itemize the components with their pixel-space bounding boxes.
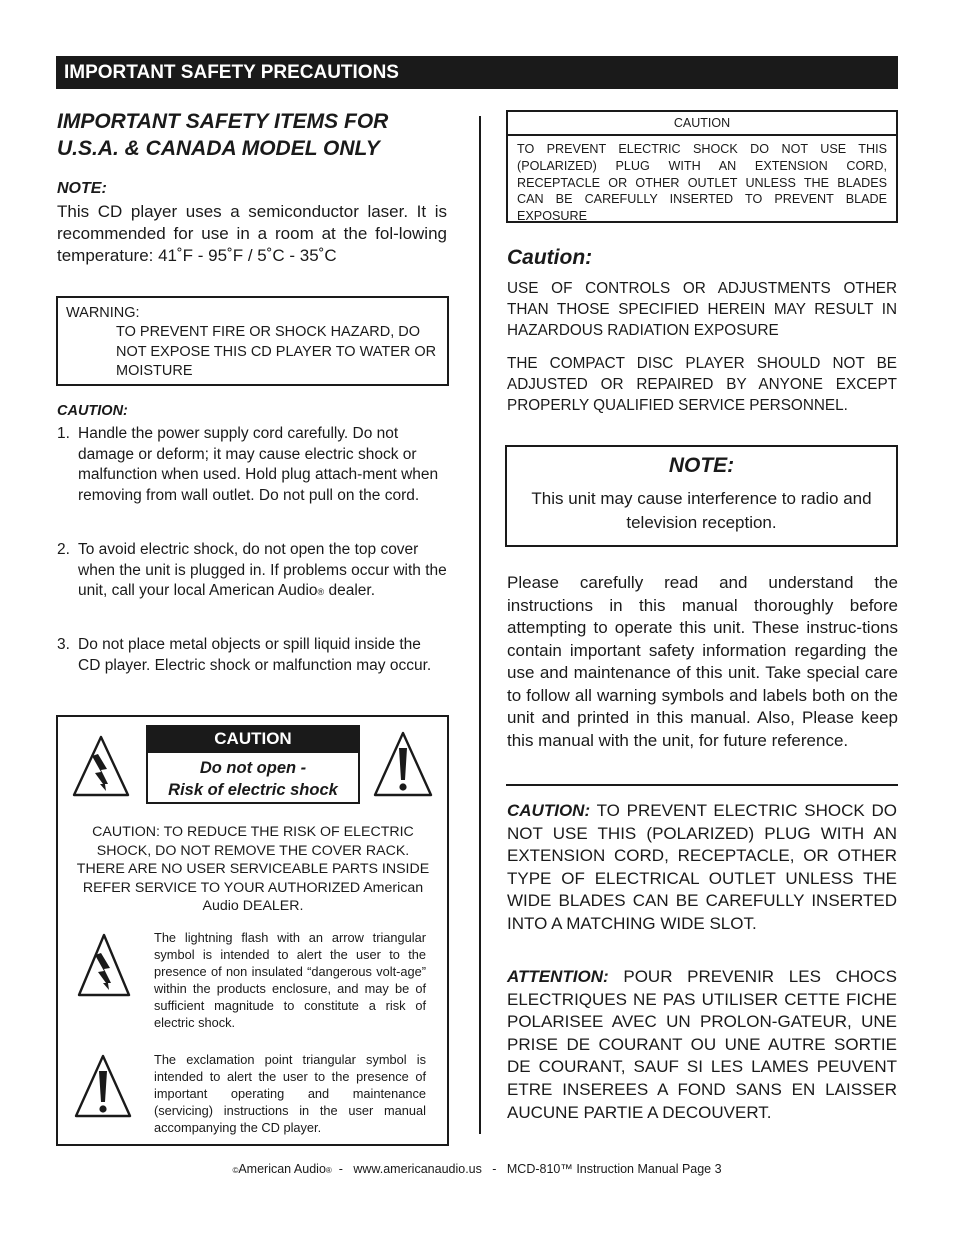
horizontal-rule	[506, 784, 898, 786]
polarized-plug-caution	[507, 800, 897, 936]
list-item	[57, 540, 447, 603]
exclamation-symbol-description: The exclamation point triangular symbol is intended to alert the user to the presence of important operating and maintenance (servicing) instructions in the user manual accompanying the CD player.	[154, 1052, 426, 1135]
list-item	[57, 635, 447, 676]
registered-mark: ®	[325, 1166, 332, 1175]
subheading-line-1: IMPORTANT SAFETY ITEMS FOR	[57, 110, 389, 133]
list-item	[57, 424, 447, 506]
note-label: NOTE:	[57, 180, 107, 197]
attention-text: POUR PREVENIR LES CHOCS ELECTRIQUES NE PAS UTILISER CETTE FICHE POLARISEE AVEC UN PROLON-GATEUR, UNE PRISE DE COURANT OU UNE AUTRE SORTIE DE COURANT, SAUF SI LES LAMES PEUVENT ETRE INSEREES A FOND SANS EN LAISSER AUCUNE PARTIE A DECOUVERT.	[507, 967, 897, 1122]
interference-note-box	[505, 445, 898, 547]
warning-text: TO PREVENT FIRE OR SHOCK HAZARD, DO NOT EXPOSE THIS CD PLAYER TO WATER OR MOISTURE	[116, 324, 437, 379]
note-heading: NOTE:	[668, 454, 735, 477]
caution-paragraph: USE OF CONTROLS OR ADJUSTMENTS OTHER THAN THOSE SPECIFIED HEREIN MAY RESULT IN HAZARDOUS RADIATION EXPOSURE	[507, 280, 897, 339]
lightning-triangle-icon	[71, 734, 131, 798]
section-header: IMPORTANT SAFETY PRECAUTIONS	[56, 56, 898, 89]
caution-sub-line-1: Do not open -	[199, 759, 307, 777]
caution-paragraph: THE COMPACT DISC PLAYER SHOULD NOT BE ADJUSTED OR REPAIRED BY ANYONE EXCEPT PROPERLY QUALIFIED SERVICE PERSONNEL.	[507, 355, 897, 414]
list-item-text: Do not place metal objects or spill liquid inside the CD player. Electric shock or malfunction may occur.	[78, 636, 432, 674]
list-item-number: 2.	[57, 541, 70, 558]
list-item-text: Handle the power supply cord carefully. Do not damage or deform; it may cause electric shock or malfunction when used. Hold plug attach-ment when removing from wall outlet. Do not pull on the cord.	[78, 425, 439, 504]
caution-heading: Caution:	[507, 246, 593, 269]
list-item-text-a: To avoid electric shock, do not open the top cover when the unit is plugged in. If problems occur with the unit, call your local American Audio	[78, 541, 447, 600]
exclamation-triangle-icon	[372, 730, 434, 798]
caution-inline-label: CAUTION:	[507, 801, 591, 820]
copyright-mark: ©	[232, 1166, 239, 1175]
subheading-line-2: U.S.A. & CANADA MODEL ONLY	[57, 137, 380, 160]
caution-sub-line-2: Risk of electric shock	[168, 781, 338, 799]
caution-label: CAUTION:	[57, 403, 128, 419]
warning-label: WARNING:	[66, 305, 140, 321]
list-item-text	[78, 540, 447, 603]
caution-inline-text: TO PREVENT ELECTRIC SHOCK DO NOT USE THIS (POLARIZED) PLUG WITH AN EXTENSION CORD, RECEPTACLE, OR OTHER TYPE OF ELECTRICAL OUTLET UNLESS THE WIDE BLADES CAN BE CAREFULLY INSERTED INTO A MATCHING WIDE SLOT.	[507, 801, 897, 933]
attention-label: ATTENTION:	[507, 967, 609, 986]
footer-brand: American Audio	[238, 1162, 326, 1176]
list-item-text-b: dealer.	[324, 582, 376, 600]
cover-caution-text: CAUTION: TO REDUCE THE RISK OF ELECTRIC SHOCK, DO NOT REMOVE THE COVER RACK. THERE ARE NO USER SERVICEABLE PARTS INSIDE REFER SERVICE TO YOUR AUTHORIZED American Audio DEALER.	[76, 824, 430, 915]
page-footer	[0, 1162, 954, 1176]
note-line-1: This unit may cause interference to radio and	[531, 489, 872, 508]
divider	[508, 134, 896, 136]
read-instructions-paragraph: Please carefully read and understand the instructions in this manual thoroughly before attempting to operate this unit. These instruc-tions contain important safety information regarding the use and maintenance of this unit. Take special care to follow all warning symbols and labels both on the unit and printed in this manual. Also, Please keep this manual with the unit, for future reference.	[507, 573, 898, 750]
lightning-triangle-icon	[76, 932, 132, 998]
caution-sub-label	[146, 753, 360, 804]
registered-mark: ®	[317, 587, 325, 598]
plug-caution-text: TO PREVENT ELECTRIC SHOCK DO NOT USE THIS (POLARIZED) PLUG WITH AN EXTENSION CORD, RECEPTACLE OR OTHER OUTLET UNLESS THE BLADES CAN BE CAREFULLY INSERTED TO PREVENT BLADE EXPOSURE	[517, 142, 887, 224]
list-item-number: 3.	[57, 636, 70, 653]
attention-french-paragraph	[507, 966, 897, 1124]
subheading	[57, 108, 457, 162]
note-text: This CD player uses a semiconductor laser. It is recommended for use in a room at the fol-lowing temperature: 41˚F - 95˚F / 5˚C - 35˚C	[57, 202, 447, 265]
caution-banner: CAUTION	[146, 725, 360, 753]
plug-caution-heading: CAUTION	[673, 116, 731, 130]
exclamation-triangle-icon	[73, 1053, 133, 1119]
footer-text: - www.americanaudio.us - MCD-810™ Instruction Manual Page 3	[331, 1162, 722, 1176]
warning-box	[56, 296, 449, 386]
note-line-2: television reception.	[626, 512, 777, 532]
note-box-text	[507, 487, 896, 534]
column-divider	[479, 116, 481, 1134]
list-item-number: 1.	[57, 425, 70, 442]
lightning-symbol-description: The lightning flash with an arrow triangular symbol is intended to alert the user to the presence of non insulated “dangerous volt-age” within the products enclosure, and may be of sufficient magnitude to constitute a risk of electric shock.	[154, 930, 426, 1030]
plug-caution-box	[506, 110, 898, 223]
